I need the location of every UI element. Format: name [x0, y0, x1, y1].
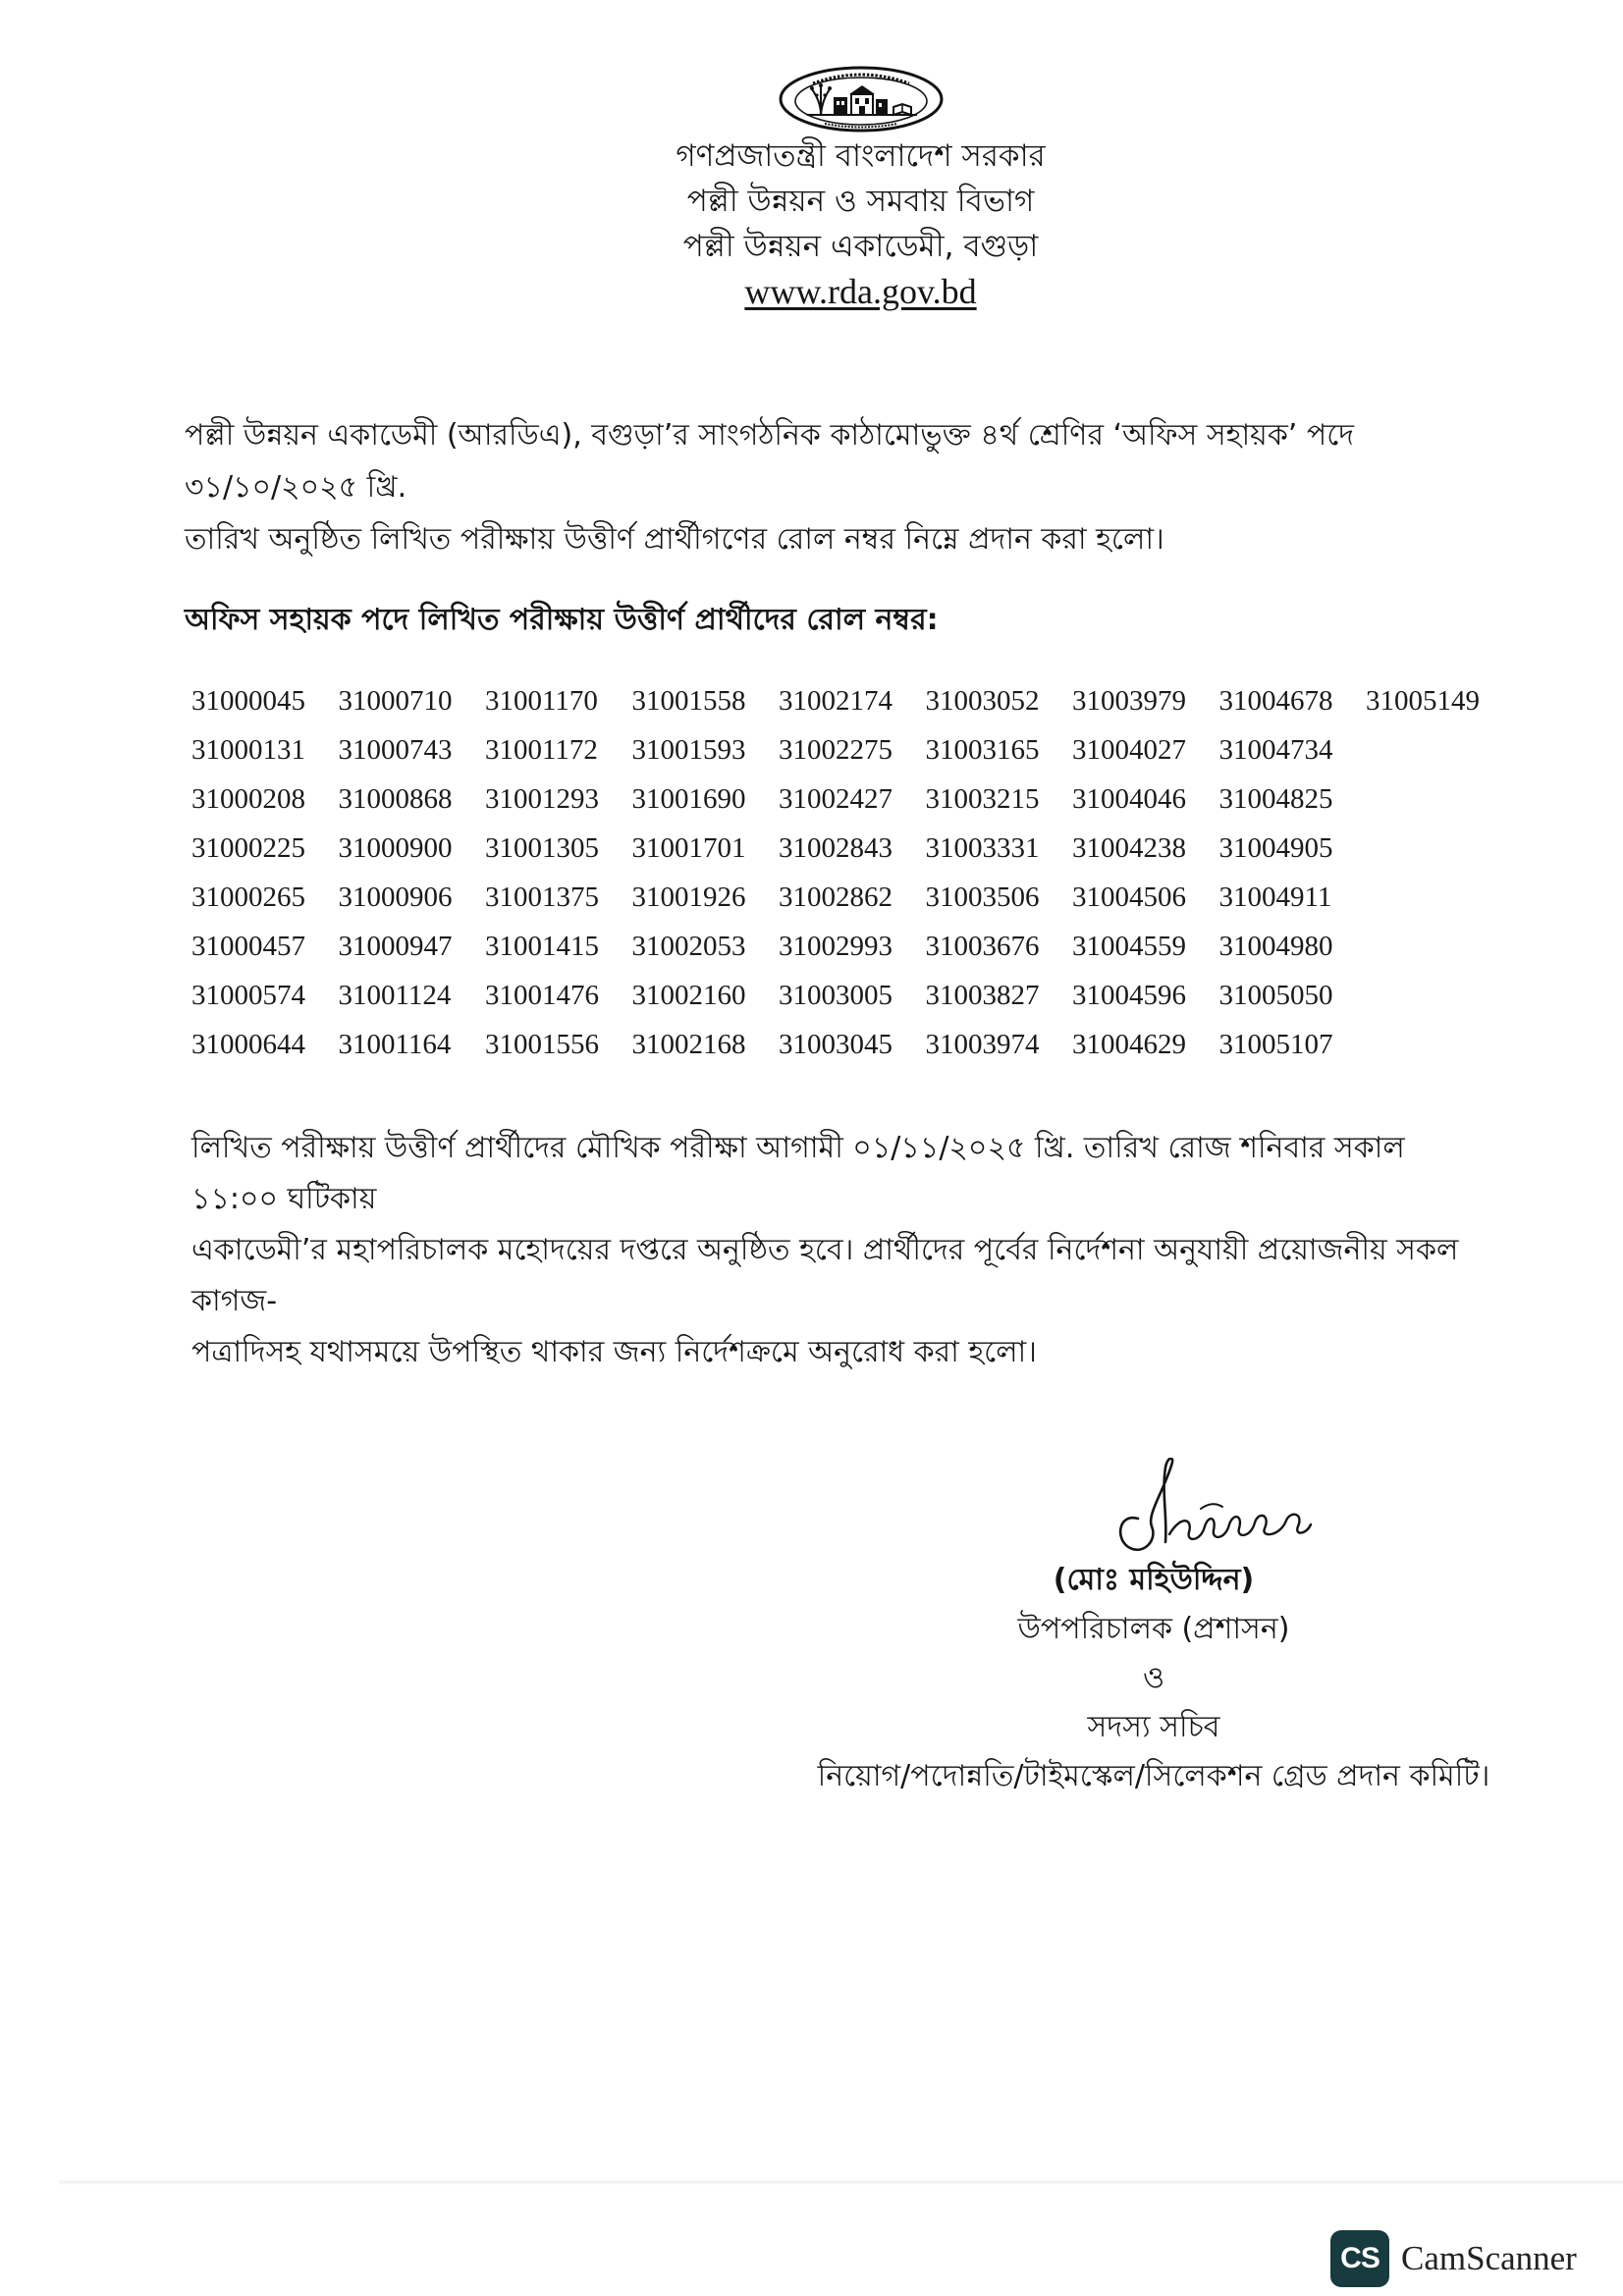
roll-number: 31001690	[631, 783, 746, 815]
roll-number: 31004678	[1218, 685, 1333, 717]
table-row	[191, 922, 1513, 971]
roll-number: 31000131	[191, 734, 305, 766]
roll-number: 31001170	[485, 685, 598, 717]
roll-number: 31002993	[779, 931, 893, 962]
roll-number: 31001305	[485, 832, 599, 864]
table-row	[191, 824, 1513, 873]
roll-number: 31000743	[338, 734, 453, 766]
handwritten-signature-icon	[1107, 1458, 1313, 1556]
roll-number: 31002427	[779, 783, 893, 815]
roll-number: 31004905	[1218, 832, 1333, 864]
table-row	[191, 873, 1513, 922]
roll-number: 31002174	[779, 685, 893, 717]
roll-number: 31001415	[485, 931, 599, 962]
table-row	[191, 725, 1513, 774]
roll-number: 31000045	[191, 685, 305, 717]
viva-notice-line: লিখিত পরীক্ষায় উত্তীর্ণ প্রার্থীদের মৌখিক পরীক্ষা আগামী ০১/১১/২০২৫ খ্রি. তারিখ রোজ শনিবার সকাল ১১:০০ ঘটিকায়	[191, 1131, 1405, 1216]
signatory-designation: উপপরিচালক (প্রশাসন)	[1017, 1612, 1290, 1646]
roll-number: 31000710	[338, 685, 453, 717]
roll-number: 31000208	[191, 783, 305, 815]
roll-number: 31003974	[925, 1029, 1040, 1060]
camscanner-label: CamScanner	[1401, 2239, 1577, 2277]
committee-name: নিয়োগ/পদোন্নতি/টাইমস্কেল/সিলেকশন গ্রেড প্রদান কমিটি।	[817, 1759, 1490, 1793]
roll-number: 31001293	[485, 783, 599, 815]
roll-number: 31005107	[1218, 1029, 1333, 1060]
roll-number: 31004980	[1218, 931, 1333, 962]
roll-number: 31001172	[485, 734, 598, 766]
viva-notice-paragraph	[191, 1123, 1483, 1378]
roll-number: 31004027	[1072, 734, 1186, 766]
roll-number: 31000947	[338, 931, 453, 962]
roll-number: 31003506	[925, 881, 1040, 913]
roll-number: 31000900	[338, 832, 453, 864]
roll-number: 31000868	[338, 783, 453, 815]
roll-number: 31003052	[925, 685, 1040, 717]
roll-number: 31004596	[1072, 980, 1186, 1011]
camscanner-logo-icon: CS	[1330, 2230, 1389, 2287]
academy-title: পল্লী উন্নয়ন একাডেমী, বগুড়া	[682, 229, 1039, 264]
camscanner-watermark	[1330, 2230, 1577, 2287]
roll-list-heading: অফিস সহায়ক পদে লিখিত পরীক্ষায় উত্তীর্ণ প্রার্থীদের রোল নম্বর:	[185, 603, 939, 637]
website-url: www.rda.gov.bd	[744, 272, 977, 311]
table-row	[191, 971, 1513, 1020]
roll-number: 31004046	[1072, 783, 1186, 815]
viva-notice-line: পত্রাদিসহ যথাসময়ে উপস্থিত থাকার জন্য নির্দেশক্রমে অনুরোধ করা হলো।	[191, 1335, 1037, 1369]
roll-number: 31000265	[191, 881, 305, 913]
roll-number: 31004911	[1218, 881, 1332, 913]
roll-number: 31000225	[191, 832, 305, 864]
roll-number: 31000644	[191, 1029, 305, 1060]
roll-number: 31003979	[1072, 685, 1186, 717]
roll-number: 31004825	[1218, 783, 1333, 815]
signatory-name: (মোঃ মহিউদ্দিন)	[1053, 1563, 1255, 1597]
table-row	[191, 1020, 1513, 1069]
roll-number: 31001701	[631, 832, 746, 864]
roll-number: 31003331	[925, 832, 1040, 864]
roll-number: 31002862	[779, 881, 893, 913]
roll-number: 31001556	[485, 1029, 599, 1060]
roll-number: 31002843	[779, 832, 893, 864]
intro-line: পল্লী উন্নয়ন একাডেমী (আরডিএ), বগুড়া’র সাংগঠনিক কাঠামোভুক্ত ৪র্থ শ্রেণির ‘অফিস সহায়ক’ পদে ৩১/১০/২০২৫ খ্রি.	[185, 418, 1355, 505]
table-row	[191, 774, 1513, 824]
roll-number: 31001375	[485, 881, 599, 913]
rda-emblem-icon	[778, 65, 945, 133]
roll-number: 31005149	[1366, 685, 1480, 717]
roll-number: 31003676	[925, 931, 1040, 962]
roll-number: 31003005	[779, 980, 893, 1011]
roll-number-table	[191, 676, 1513, 1069]
roll-number: 31002053	[631, 931, 746, 962]
roll-number: 31004734	[1218, 734, 1333, 766]
roll-number: 31004238	[1072, 832, 1186, 864]
roll-number: 31003827	[925, 980, 1040, 1011]
roll-number: 31003215	[925, 783, 1040, 815]
intro-paragraph	[185, 409, 1483, 565]
roll-number: 31001926	[631, 881, 746, 913]
signatory-block	[736, 1458, 1571, 1801]
roll-number: 31004559	[1072, 931, 1186, 962]
roll-number: 31001164	[338, 1029, 452, 1060]
letterhead	[0, 0, 1623, 314]
intro-line: তারিখ অনুষ্ঠিত লিখিত পরীক্ষায় উত্তীর্ণ প্রার্থীগণের রোল নম্বর নিম্নে প্রদান করা হলো।	[185, 522, 1164, 557]
roll-number: 31005050	[1218, 980, 1333, 1011]
roll-number: 31000574	[191, 980, 305, 1011]
roll-number: 31003045	[779, 1029, 893, 1060]
roll-number: 31000457	[191, 931, 305, 962]
roll-number: 31002160	[631, 980, 746, 1011]
roll-number: 31001124	[338, 980, 452, 1011]
roll-number: 31004506	[1072, 881, 1186, 913]
table-row	[191, 676, 1513, 725]
roll-number: 31003165	[925, 734, 1040, 766]
viva-notice-line: একাডেমী’র মহাপরিচালক মহোদয়ের দপ্তরে অনুষ্ঠিত হবে। প্রার্থীদের পূর্বের নির্দেশনা অনুযায়ী প্রয়োজনীয় সকল কাগজ-	[191, 1233, 1459, 1318]
roll-number: 31001558	[631, 685, 746, 717]
scan-edge-shadow	[59, 2179, 1623, 2185]
signatory-conjunction: ও	[1142, 1661, 1165, 1695]
roll-number: 31002275	[779, 734, 893, 766]
roll-number: 31001593	[631, 734, 746, 766]
signatory-role: সদস্য সচিব	[1087, 1710, 1220, 1744]
division-title: পল্লী উন্নয়ন ও সমবায় বিভাগ	[686, 184, 1035, 219]
roll-number: 31002168	[631, 1029, 746, 1060]
roll-number: 31001476	[485, 980, 599, 1011]
roll-number: 31004629	[1072, 1029, 1186, 1060]
roll-number: 31000906	[338, 881, 453, 913]
government-title: গণপ্রজাতন্ত্রী বাংলাদেশ সরকার	[676, 138, 1046, 174]
